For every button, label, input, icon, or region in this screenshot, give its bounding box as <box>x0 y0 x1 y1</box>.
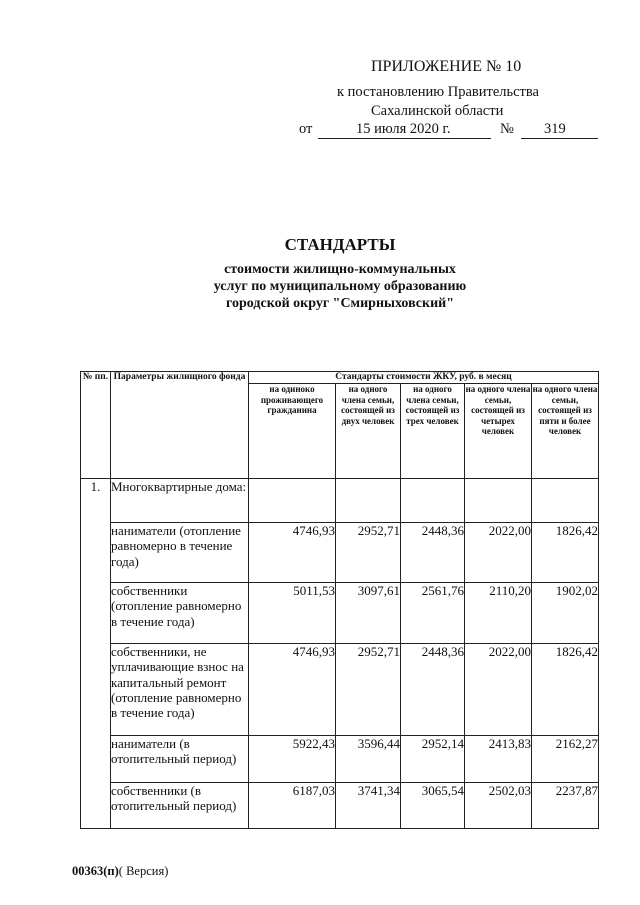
table-row <box>81 583 599 644</box>
standards-table <box>80 371 599 829</box>
value-cell: 4746,93 <box>249 644 336 736</box>
date-label: от <box>299 121 313 137</box>
date-underline <box>318 138 491 139</box>
value-cell: 6187,03 <box>249 783 336 829</box>
value-cell: 4746,93 <box>249 523 336 583</box>
value-cell: 3596,44 <box>336 736 401 783</box>
resolution-number: 319 <box>544 121 566 137</box>
section-index: 1. <box>81 479 111 829</box>
subheader-three-persons: на одного члена семьи, состоящей из трех человек <box>401 384 465 479</box>
subheader-single: на одиноко проживающего гражданина <box>249 384 336 479</box>
appendix-title: ПРИЛОЖЕНИЕ № 10 <box>371 58 522 75</box>
empty-cell <box>532 479 599 523</box>
header-number: № пп. <box>81 372 111 479</box>
number-underline <box>521 138 598 139</box>
value-cell: 3741,34 <box>336 783 401 829</box>
table-header-row <box>81 372 599 384</box>
document-footer <box>72 864 168 879</box>
value-cell: 2952,71 <box>336 523 401 583</box>
value-cell: 3097,61 <box>336 583 401 644</box>
value-cell: 1902,02 <box>532 583 599 644</box>
value-cell: 5011,53 <box>249 583 336 644</box>
row-label: собственники (отопление равномерно в течение года) <box>111 583 249 644</box>
subheader-five-plus-persons: на одного члена семьи, состоящей из пяти и более человек <box>532 384 599 479</box>
subheader-four-persons: на одного члена семьи, состоящей из четырех человек <box>465 384 532 479</box>
table-row <box>81 523 599 583</box>
value-cell: 2022,00 <box>465 644 532 736</box>
row-label: наниматели (в отопительный период) <box>111 736 249 783</box>
section-row <box>81 479 599 523</box>
document-title: СТАНДАРТЫ <box>284 235 396 254</box>
region-name: Сахалинской области <box>371 103 504 119</box>
subtitle-line-1: стоимости жилищно-коммунальных <box>224 262 456 277</box>
resolution-date: 15 июля 2020 г. <box>356 121 451 137</box>
row-label: собственники, не уплачивающие взнос на капитальный ремонт (отопление равномерно в течение года) <box>111 644 249 736</box>
header-parameters: Параметры жилищного фонда <box>111 372 249 479</box>
value-cell: 2952,71 <box>336 644 401 736</box>
value-cell: 1826,42 <box>532 644 599 736</box>
subtitle-line-3: городской округ "Смирныховский" <box>226 296 454 311</box>
empty-cell <box>465 479 532 523</box>
document-code: 00363(п) <box>72 864 119 878</box>
table-row <box>81 783 599 829</box>
section-label: Многоквартирные дома: <box>111 479 249 523</box>
value-cell: 2952,14 <box>401 736 465 783</box>
value-cell: 2162,27 <box>532 736 599 783</box>
subtitle-line-2: услуг по муниципальному образованию <box>213 279 467 294</box>
value-cell: 2561,76 <box>401 583 465 644</box>
subheader-two-persons: на одного члена семьи, состоящей из двух человек <box>336 384 401 479</box>
value-cell: 2413,83 <box>465 736 532 783</box>
number-label: № <box>500 121 514 137</box>
value-cell: 2237,87 <box>532 783 599 829</box>
value-cell: 3065,54 <box>401 783 465 829</box>
empty-cell <box>401 479 465 523</box>
value-cell: 1826,42 <box>532 523 599 583</box>
table-row <box>81 644 599 736</box>
table-row <box>81 736 599 783</box>
header-standards-group: Стандарты стоимости ЖКУ, руб. в месяц <box>249 372 599 384</box>
value-cell: 2022,00 <box>465 523 532 583</box>
value-cell: 2448,36 <box>401 644 465 736</box>
document-version: ( Версия) <box>118 864 169 878</box>
value-cell: 2110,20 <box>465 583 532 644</box>
value-cell: 2448,36 <box>401 523 465 583</box>
empty-cell <box>336 479 401 523</box>
resolution-reference: к постановлению Правительства <box>337 84 539 100</box>
value-cell: 2502,03 <box>465 783 532 829</box>
row-label: наниматели (отопление равномерно в течение года) <box>111 523 249 583</box>
row-label: собственники (в отопительный период) <box>111 783 249 829</box>
value-cell: 5922,43 <box>249 736 336 783</box>
empty-cell <box>249 479 336 523</box>
